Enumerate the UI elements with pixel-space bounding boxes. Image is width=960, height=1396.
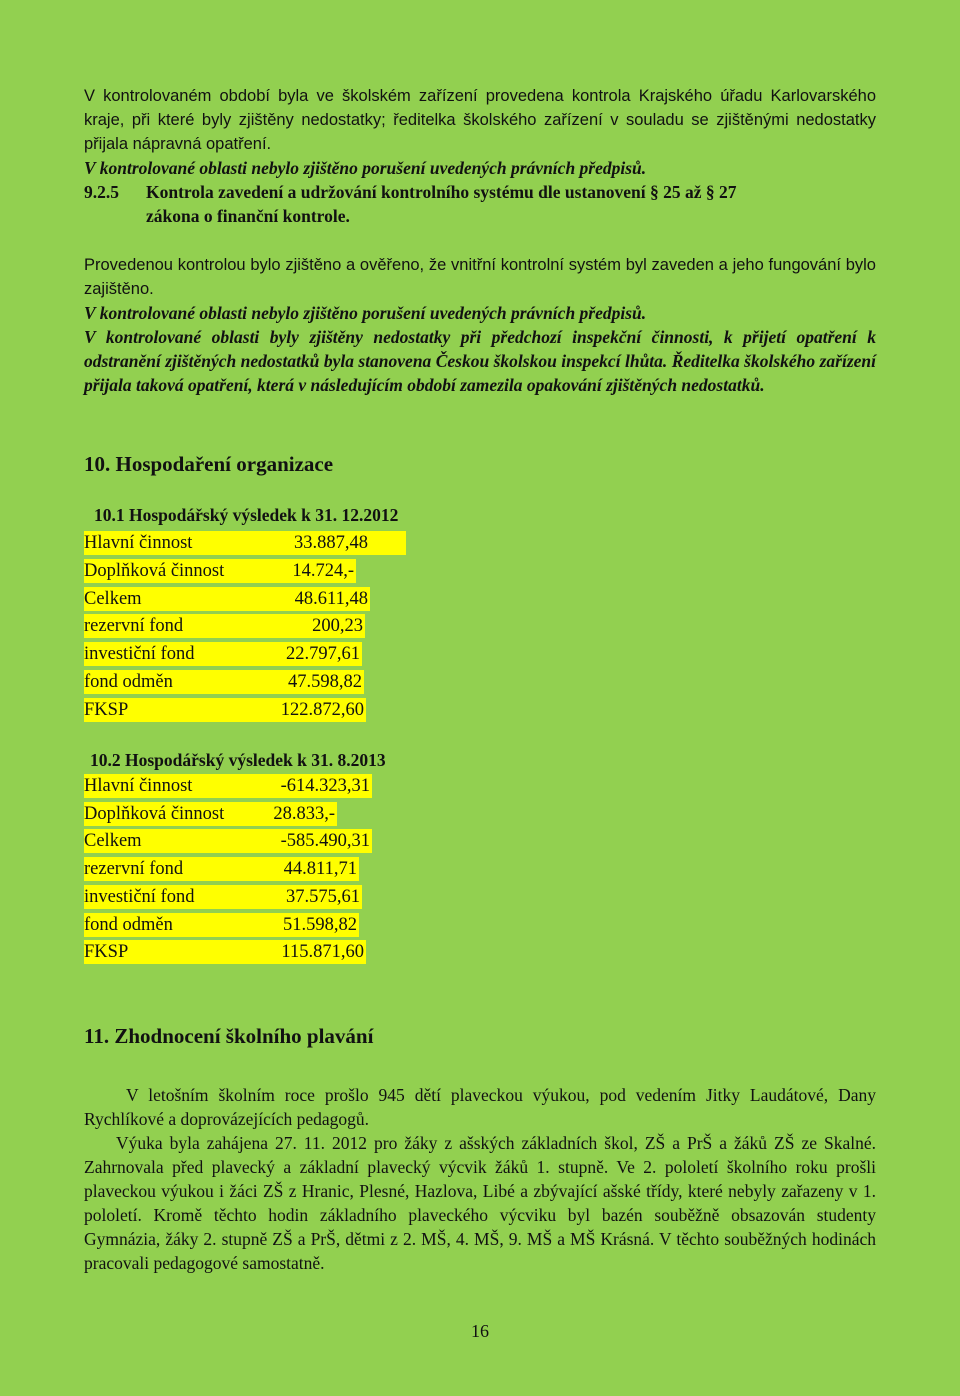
fin-label: Celkem — [84, 831, 142, 851]
fin-label: Doplňková činnost — [84, 804, 225, 824]
fin-label: fond odměn — [84, 672, 173, 692]
fin-row-rezervni-2012 — [84, 614, 365, 638]
fin-value: 14.724,- — [292, 561, 354, 581]
fin-row-investicni-2013 — [84, 885, 362, 909]
heading-9-2-5 — [84, 180, 876, 228]
section-10-title: 10. Hospodaření organizace — [84, 452, 334, 476]
fin-value: 200,23 — [312, 616, 363, 636]
fin-row-hlavni-2012 — [84, 531, 406, 555]
fin-value: 33.887,48 — [294, 533, 368, 553]
subsection-10-1-title: 10.1 Hospodářský výsledek k 31. 12.2012 — [94, 505, 399, 525]
fin-label: Hlavní činnost — [84, 533, 193, 553]
subsection-10-2-title: 10.2 Hospodářský výsledek k 31. 8.2013 — [90, 750, 386, 770]
fin-row-investicni-2012 — [84, 642, 362, 666]
paragraph-swimming-details: Výuka byla zahájena 27. 11. 2012 pro žáky z ašských základních škol, ZŠ a PrŠ a žáků ZŠ ze Skalné. Zahrnovala před plavecký a základní plavecký výcvik žáků 1. stupně. Ve 2. pololetí školního roku prošli plaveckou výukou i žáci ZŠ z Hranic, Plesné, Hazlova, Libé a zbývající ašské třídy, které nebyly zařazeny v 1. pololetí. Kromě těchto hodin základního plaveckého výcviku byl bazén souběžně obsazován studenty Gymnázia, žáky 2. stupně ZŠ a PrŠ, dětmi z 2. MŠ, 4. MŠ, 9. MŠ a MŠ Krásná. V těchto souběžných hodinách pracovali pedagogové samostatně. — [84, 1133, 876, 1273]
fin-label: FKSP — [84, 942, 129, 962]
paragraph-control-system: Provedenou kontrolou bylo zjištěno a ověřeno, že vnitřní kontrolní systém byl zaveden a jeho fungování bylo zajištěno. — [84, 256, 876, 298]
heading-9-2-5-number: 9.2.5 — [84, 182, 119, 202]
fin-value: 48.611,48 — [294, 589, 368, 609]
fin-value: 122.872,60 — [280, 700, 364, 720]
fin-row-doplnkova-2012 — [84, 559, 356, 583]
page-number: 16 — [471, 1321, 489, 1341]
section-9-2-5-body — [84, 253, 876, 397]
fin-value: 44.811,71 — [283, 859, 357, 879]
fin-value: 51.598,82 — [283, 915, 357, 935]
fin-row-rezervni-2013 — [84, 857, 359, 881]
fin-row-hlavni-2013 — [84, 774, 372, 798]
fin-label: investiční fond — [84, 644, 195, 664]
fin-label: Hlavní činnost — [84, 776, 193, 796]
fin-row-odmen-2012 — [84, 670, 364, 694]
fin-label: investiční fond — [84, 887, 195, 907]
section-9-intro — [84, 84, 876, 180]
section-11-body — [84, 1083, 876, 1275]
paragraph-inspection-regional: V kontrolovaném období byla ve školském zařízení provedena kontrola Krajského úřadu Karlovarského kraje, při které byly zjištěny nedostatky; ředitelka školského zařízení v souladu se zjištěnými nedostatky přijala nápravná opatření. — [84, 87, 876, 153]
fin-row-celkem-2013 — [84, 829, 372, 853]
fin-value: 115.871,60 — [281, 942, 364, 962]
paragraph-no-violation-1: V kontrolované oblasti nebylo zjištěno porušení uvedených právních předpisů. — [84, 158, 647, 178]
fin-label: fond odměn — [84, 915, 173, 935]
fin-value: 28.833,- — [273, 804, 335, 824]
heading-9-2-5-line1: Kontrola zavedení a udržování kontrolního systému dle ustanovení § 25 až § 27 — [146, 182, 737, 202]
fin-value: 22.797,61 — [286, 644, 360, 664]
fin-label: rezervní fond — [84, 616, 184, 636]
fin-label: rezervní fond — [84, 859, 184, 879]
fin-row-celkem-2012 — [84, 587, 370, 611]
paragraph-swimming-summary: V letošním školním roce prošlo 945 dětí plaveckou výukou, pod vedením Jitky Laudátové, Dany Rychlíkové a doprovázejících pedagogů. — [84, 1085, 876, 1129]
fin-value: 37.575,61 — [286, 887, 360, 907]
fin-row-fksp-2012 — [84, 698, 366, 722]
paragraph-no-violation-2: V kontrolované oblasti nebylo zjištěno porušení uvedených právních předpisů. — [84, 303, 647, 323]
fin-value: -585.490,31 — [280, 831, 370, 851]
section-11-title: 11. Zhodnocení školního plavání — [84, 1024, 374, 1048]
fin-row-odmen-2013 — [84, 913, 359, 937]
fin-row-doplnkova-2013 — [84, 802, 337, 826]
heading-9-2-5-line2: zákona o finanční kontrole. — [146, 206, 350, 226]
paragraph-deficiencies: V kontrolované oblasti byly zjištěny nedostatky při předchozí inspekční činnosti, k přijetí opatření k odstranění zjištěných nedostatků byla stanovena Českou školskou inspekcí lhůta. Ředitelka školského zařízení přijala taková opatření, která v následujícím období zamezila opakování zjištěných nedostatků. — [84, 327, 876, 395]
fin-row-fksp-2013 — [84, 940, 366, 964]
fin-value: -614.323,31 — [280, 776, 370, 796]
fin-value: 47.598,82 — [288, 672, 362, 692]
fin-label: FKSP — [84, 700, 129, 720]
fin-label: Doplňková činnost — [84, 561, 225, 581]
fin-label: Celkem — [84, 589, 142, 609]
